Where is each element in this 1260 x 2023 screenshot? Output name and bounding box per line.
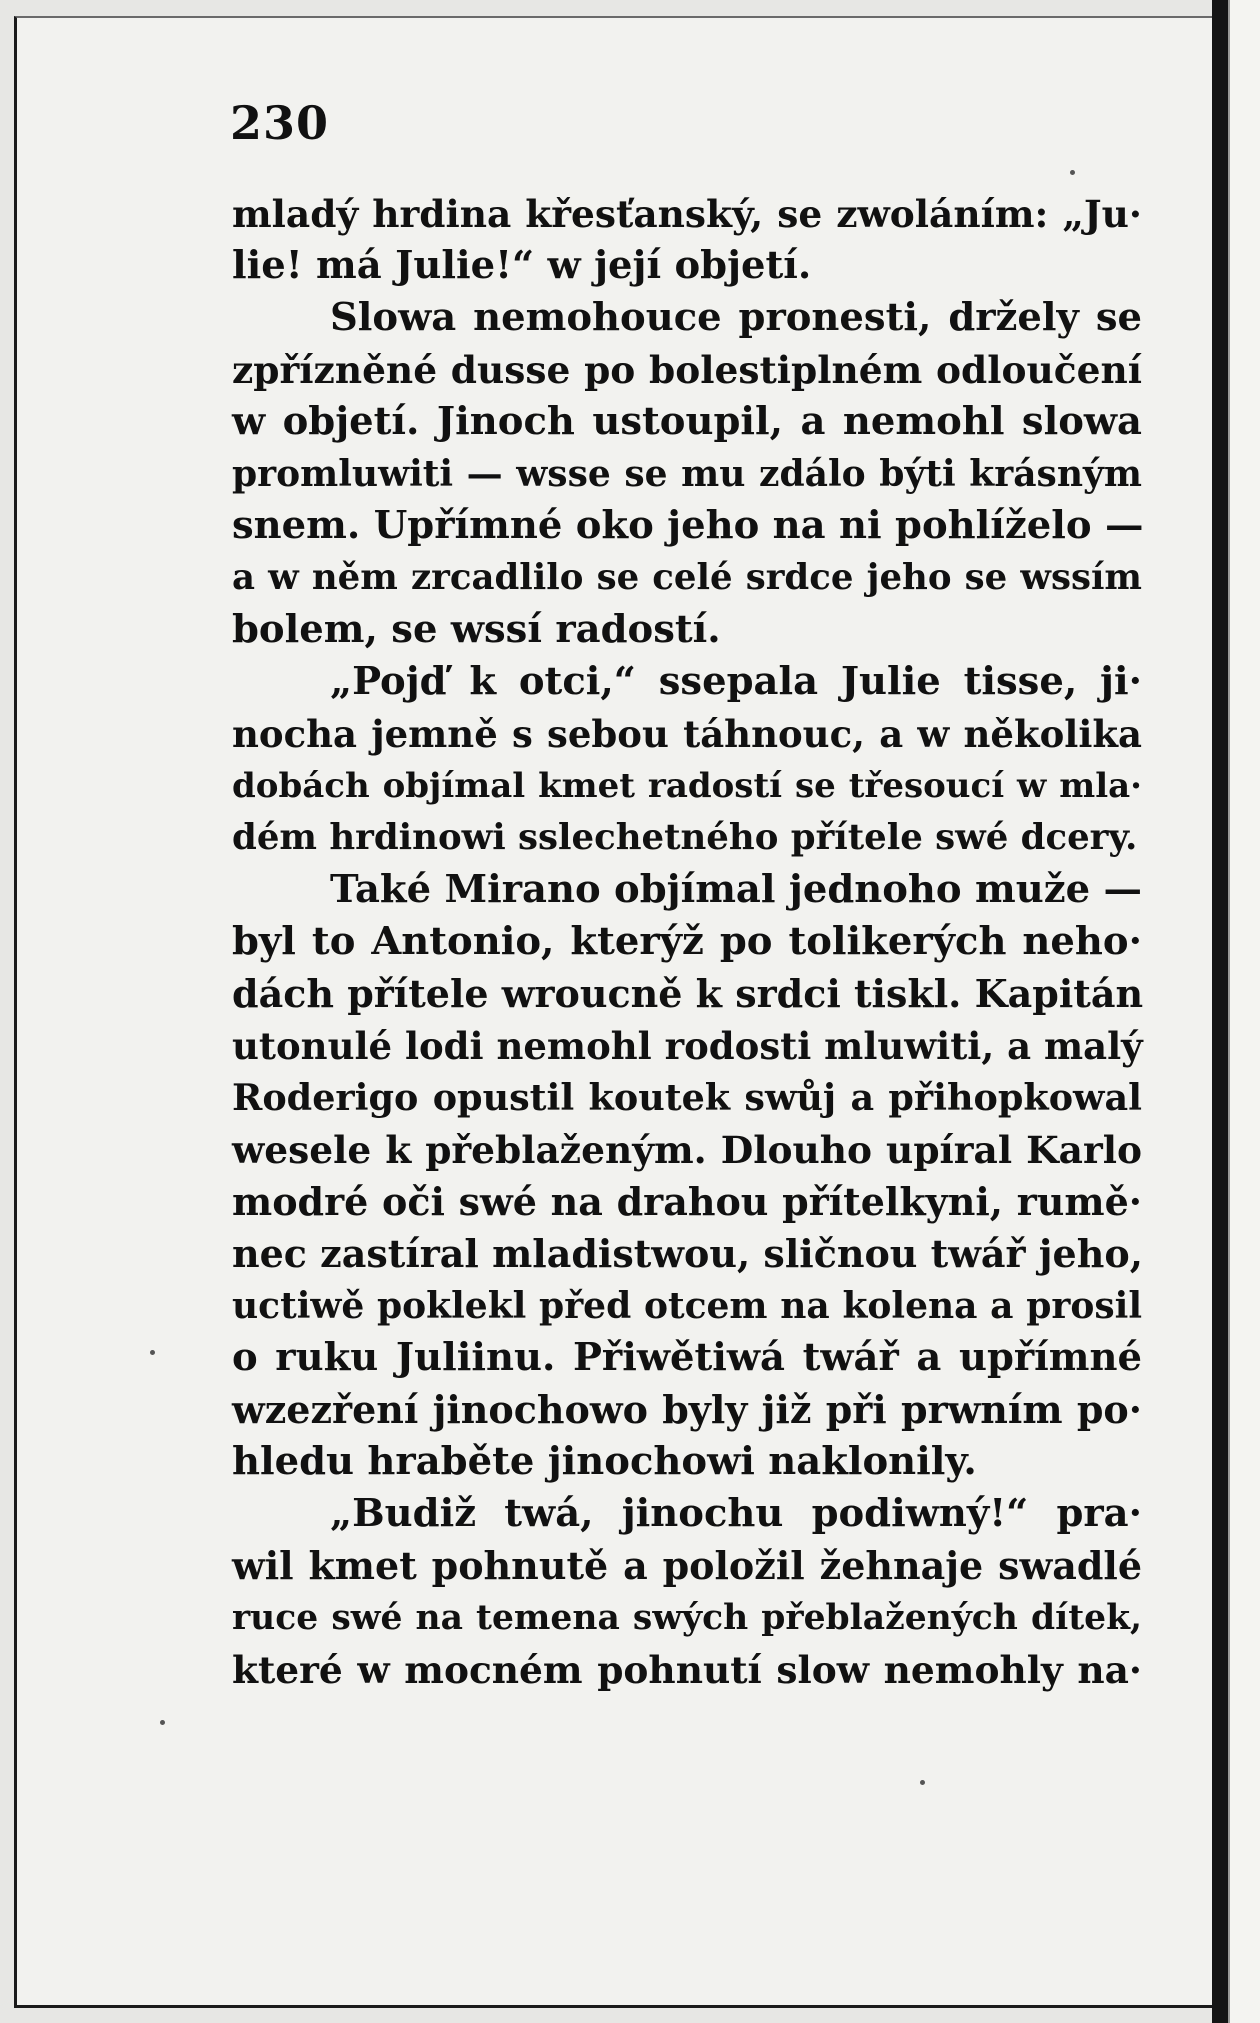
page-number: 230 (230, 96, 330, 150)
text-line: „Budiž twá, jinochu podiwný!“ pra· (330, 1491, 1142, 1536)
text-line: dém hrdinowi sslechetného přítele swé dcery. (232, 817, 1138, 858)
text-line: dách přítele wroucně k srdci tiskl. Kapitán (232, 971, 1144, 1016)
text-line: o ruku Juliinu. Přiwětiwá twář a upřímné (232, 1335, 1142, 1380)
text-line: zpřízněné dusse po bolestiplném odloučení (232, 348, 1142, 392)
text-line: wil kmet pohnutě a položil žehnaje swadlé (232, 1543, 1142, 1588)
text-line: hledu hraběte jinochowi naklonily. (232, 1439, 977, 1484)
text-line: nocha jemně s sebou táhnouc, a w několika (232, 712, 1142, 756)
text-line: bolem, se wssí radostí. (232, 607, 721, 652)
text-line: dobách objímal kmet radostí se třesoucí w mla· (232, 766, 1142, 806)
text-line: modré oči swé na drahou přítelkyni, rumě· (232, 1179, 1142, 1224)
print-speck (1070, 170, 1075, 175)
text-line: které w mocném pohnutí slow nemohly na· (232, 1648, 1142, 1692)
print-speck (150, 1350, 155, 1355)
print-speck (920, 1780, 925, 1785)
text-line: w objetí. Jinoch ustoupil, a nemohl slowa (232, 399, 1142, 444)
text-line: uctiwě poklekl před otcem na kolena a prosil (232, 1285, 1142, 1327)
text-line: Také Mirano objímal jednoho muže — (330, 867, 1142, 912)
text-line: nec zastíral mladistwou, sličnou twář jeho, (232, 1231, 1143, 1276)
book-spine-shadow (1212, 0, 1228, 2023)
text-line: utonulé lodi nemohl rodosti mluwiti, a malý (232, 1024, 1143, 1068)
text-line: a w něm zrcadlilo se celé srdce jeho se wssím (232, 557, 1142, 598)
text-line: Roderigo opustil koutek swůj a přihopkowal (232, 1076, 1142, 1119)
text-line: snem. Upřímné oko jeho na ni pohlíželo — (232, 503, 1144, 548)
text-line: wzezření jinochowo byly již při prwním po· (232, 1387, 1142, 1432)
body-text (232, 188, 1142, 1696)
text-line: lie! má Julie!“ w její objetí. (232, 243, 812, 288)
text-line: promluwiti — wsse se mu zdálo býti krásným (232, 453, 1142, 495)
text-line: mladý hrdina křesťanský, se zwoláním: „Ju· (232, 192, 1142, 236)
text-line: Slowa nemohouce pronesti, držely se (330, 295, 1142, 340)
adjacent-page-edge (1228, 0, 1260, 2023)
text-line: wesele k přeblaženým. Dlouho upíral Karlo (232, 1128, 1142, 1172)
print-speck (160, 1720, 165, 1725)
text-line: „Pojď k otci,“ ssepala Julie tisse, ji· (330, 659, 1142, 704)
text-line: byl to Antonio, kterýž po tolikerých neho· (232, 919, 1142, 964)
text-line: ruce swé na temena swých přeblažených dítek, (232, 1598, 1142, 1638)
